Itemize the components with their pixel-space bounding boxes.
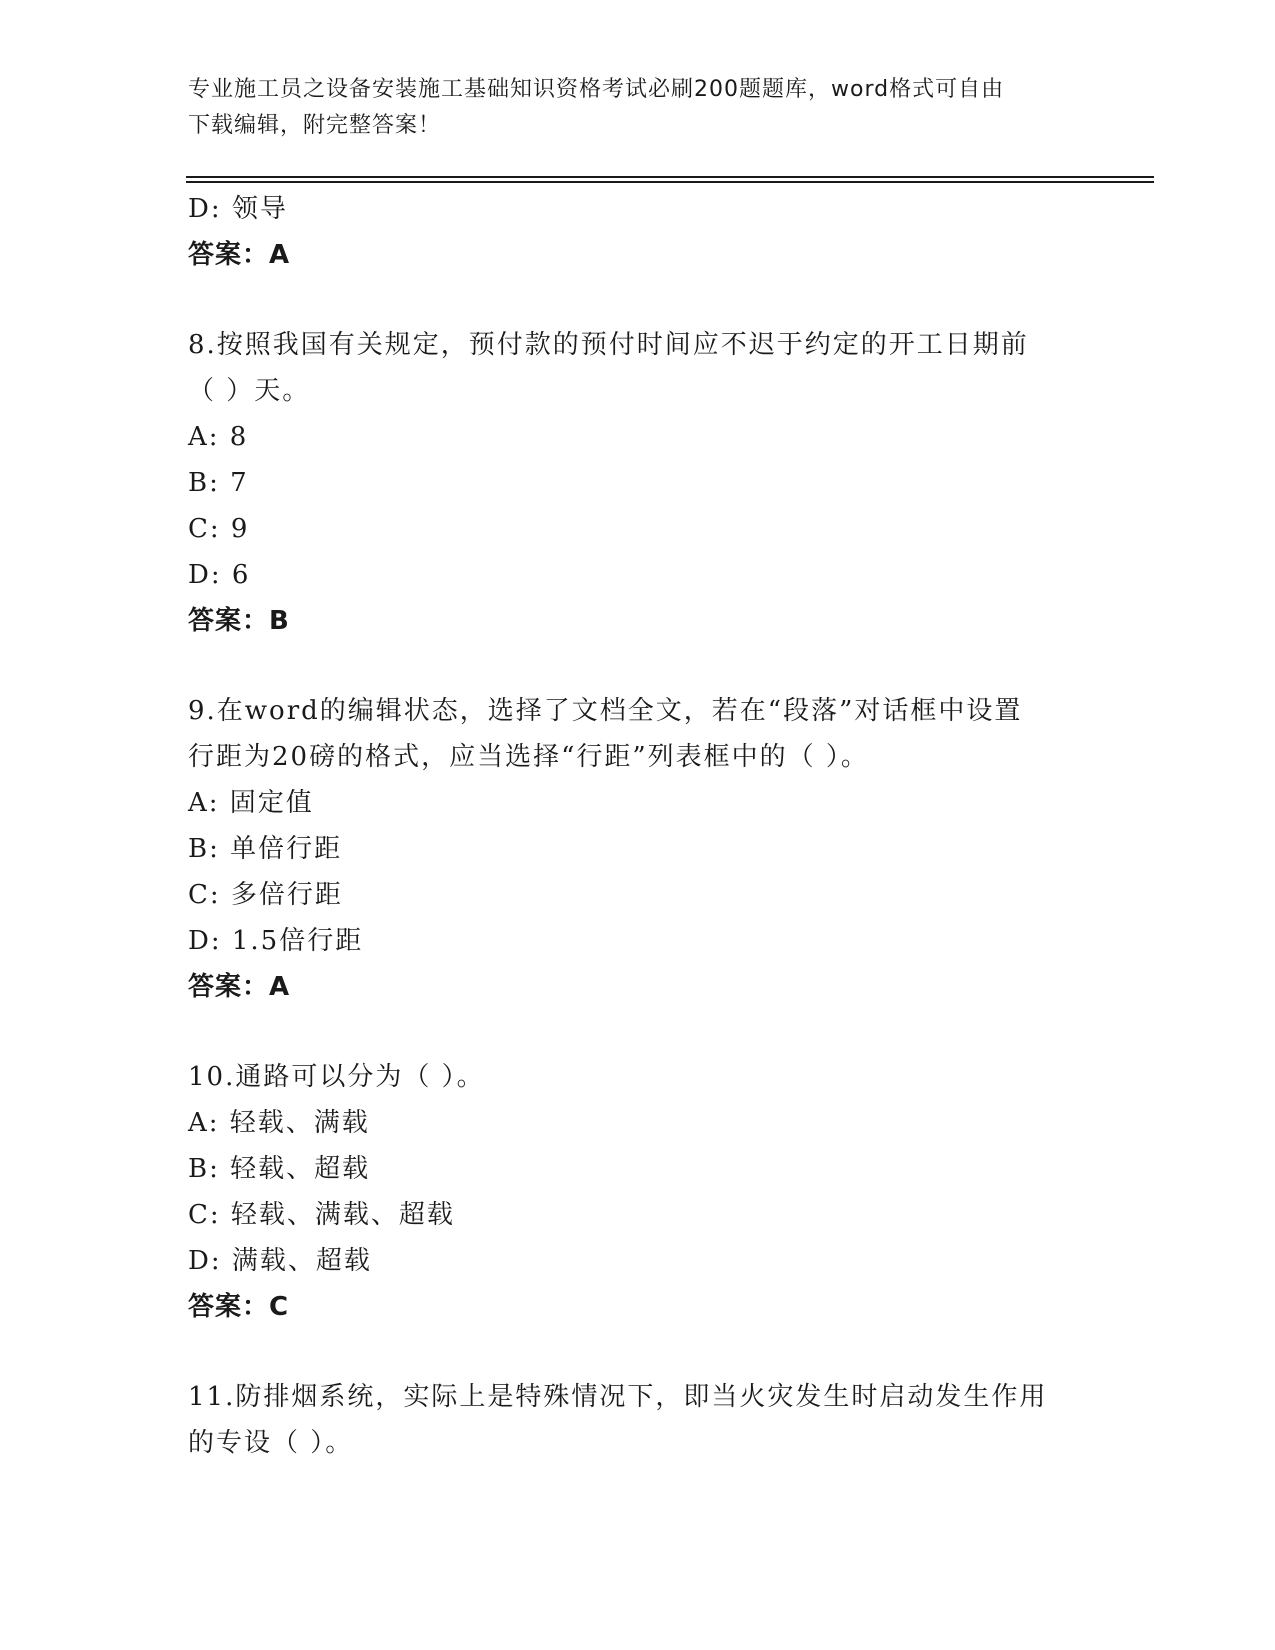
option-d: D: 6 bbox=[188, 560, 251, 590]
question-text-line: （ ）天。 bbox=[188, 376, 311, 406]
question-block-8 bbox=[188, 322, 1088, 644]
answer-line: 答案：C bbox=[188, 1292, 290, 1322]
option-d: D: 1.5倍行距 bbox=[188, 926, 364, 956]
option-b: B: 7 bbox=[188, 468, 249, 498]
option-c: C: 轻载、满载、超载 bbox=[188, 1200, 455, 1230]
header-title-line-1: 专业施工员之设备安装施工基础知识资格考试必刷200题题库，word格式可自由 bbox=[188, 77, 1005, 102]
question-list bbox=[188, 186, 1088, 1466]
answer-line: 答案：A bbox=[188, 240, 291, 270]
header-divider-bottom bbox=[186, 181, 1154, 183]
spacer bbox=[188, 278, 1088, 322]
question-text-line: 10.通路可以分为（ ）。 bbox=[188, 1062, 485, 1092]
option-c: C: 多倍行距 bbox=[188, 880, 343, 910]
question-block-11 bbox=[188, 1374, 1088, 1466]
question-block-9 bbox=[188, 688, 1088, 1010]
question-text-line: 的专设（ ）。 bbox=[188, 1428, 354, 1458]
question-block-10 bbox=[188, 1054, 1088, 1330]
question-text-line: 行距为20磅的格式，应当选择“行距”列表框中的（ ）。 bbox=[188, 742, 869, 772]
option-b: B: 单倍行距 bbox=[188, 834, 343, 864]
option-a: A: 8 bbox=[188, 422, 249, 452]
spacer bbox=[188, 1010, 1088, 1054]
spacer bbox=[188, 644, 1088, 688]
document-header bbox=[188, 72, 1088, 144]
spacer bbox=[188, 1330, 1088, 1374]
option-c: C: 9 bbox=[188, 514, 250, 544]
option-b: B: 轻载、超载 bbox=[188, 1154, 371, 1184]
option-d: D: 满载、超载 bbox=[188, 1246, 372, 1276]
question-text-line: 9.在word的编辑状态，选择了文档全文，若在“段落”对话框中设置 bbox=[188, 696, 1023, 726]
option-a: A: 轻载、满载 bbox=[188, 1108, 370, 1138]
question-block-prev bbox=[188, 186, 1088, 278]
question-text-line: 8.按照我国有关规定，预付款的预付时间应不迟于约定的开工日期前 bbox=[188, 330, 1029, 360]
header-title-line-2: 下载编辑，附完整答案！ bbox=[188, 113, 442, 138]
answer-line: 答案：B bbox=[188, 606, 290, 636]
question-text-line: 11.防排烟系统，实际上是特殊情况下，即当火灾发生时启动发生作用 bbox=[188, 1382, 1048, 1412]
option-d: D: 领导 bbox=[188, 194, 288, 224]
option-a: A: 固定值 bbox=[188, 788, 314, 818]
answer-line: 答案：A bbox=[188, 972, 291, 1002]
header-divider-top bbox=[186, 176, 1154, 178]
